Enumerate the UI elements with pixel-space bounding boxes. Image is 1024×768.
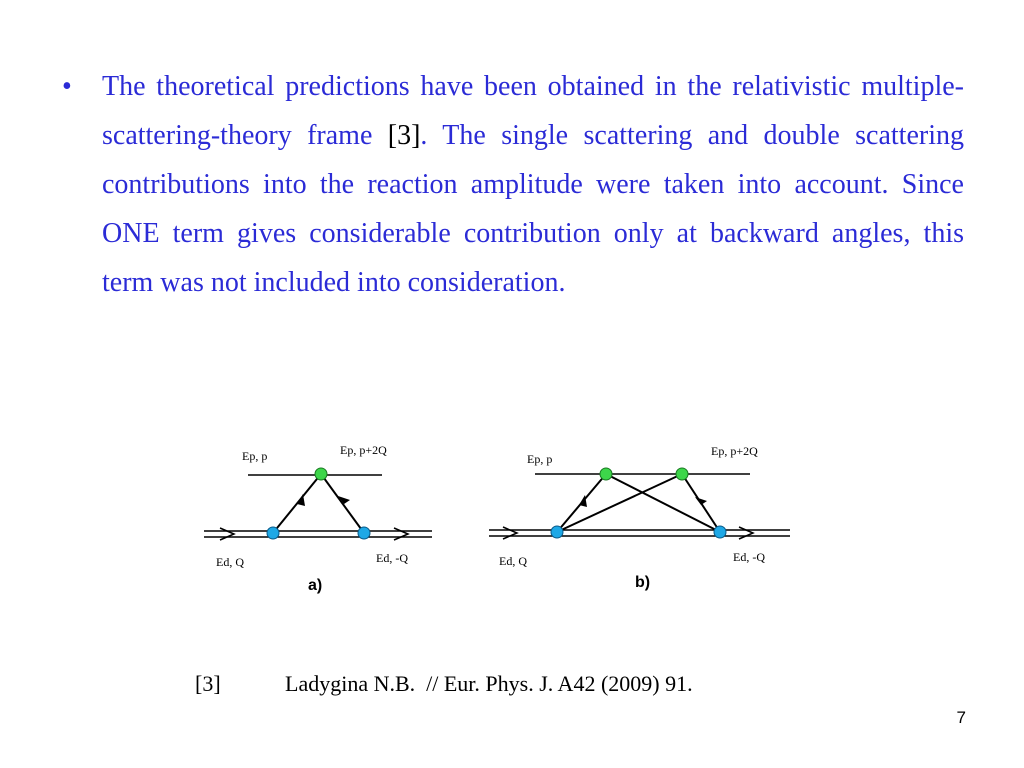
label-top-right: Ep, p+2Q: [711, 444, 758, 458]
citation-mark: [3]: [387, 120, 421, 151]
bullet-text-part2: . The single scattering and double scattering contributions into the reaction amplitude were taken into account. Since ONE term gives considerable contribution only at backward angles, this term was not included into consideration.: [102, 120, 964, 298]
bullet-symbol: •: [62, 71, 72, 102]
diagram-b-svg: [485, 425, 795, 597]
arrow-head-2: [695, 497, 707, 505]
label-bottom-left: Ed, Q: [216, 555, 244, 569]
deuteron-in-arrow: [220, 528, 234, 540]
vertex-blue-left: [267, 527, 279, 539]
reference-entry: [195, 671, 693, 697]
bullet-text: [102, 62, 964, 307]
diagram-caption: a): [308, 577, 323, 594]
diagram-caption: b): [635, 574, 651, 591]
bullet-item: [62, 62, 964, 307]
vertex-green-left: [600, 468, 612, 480]
reference-text: Ladygina N.B. // Eur. Phys. J. A42 (2009) 91.: [285, 671, 693, 696]
vertex-blue-right: [358, 527, 370, 539]
diagram-a-svg: [186, 420, 452, 598]
label-bottom-right: Ed, -Q: [376, 551, 408, 565]
vertex-blue-left: [551, 526, 563, 538]
bullet-text-part1: The theoretical predictions have been obtained in the relativistic multiple-scattering-theory frame: [102, 71, 964, 151]
deuteron-in-arrow: [503, 527, 517, 539]
reference-tag: [3]: [195, 671, 221, 696]
label-top-left: Ep, p: [527, 452, 553, 466]
exchange-line-right: [321, 474, 364, 533]
feynman-diagram-a: [186, 420, 452, 598]
label-bottom-right: Ed, -Q: [733, 550, 765, 564]
label-bottom-left: Ed, Q: [499, 554, 527, 568]
page-number: 7: [956, 708, 966, 727]
deuteron-out-arrow: [394, 528, 408, 540]
deuteron-out-arrow: [739, 527, 753, 539]
feynman-diagram-b: [485, 425, 795, 597]
vertex-blue-right: [714, 526, 726, 538]
vertex-green: [315, 468, 327, 480]
exchange-line-left: [273, 474, 321, 533]
label-top-left: Ep, p: [242, 449, 268, 463]
vertex-green-right: [676, 468, 688, 480]
label-top-right: Ep, p+2Q: [340, 443, 387, 457]
